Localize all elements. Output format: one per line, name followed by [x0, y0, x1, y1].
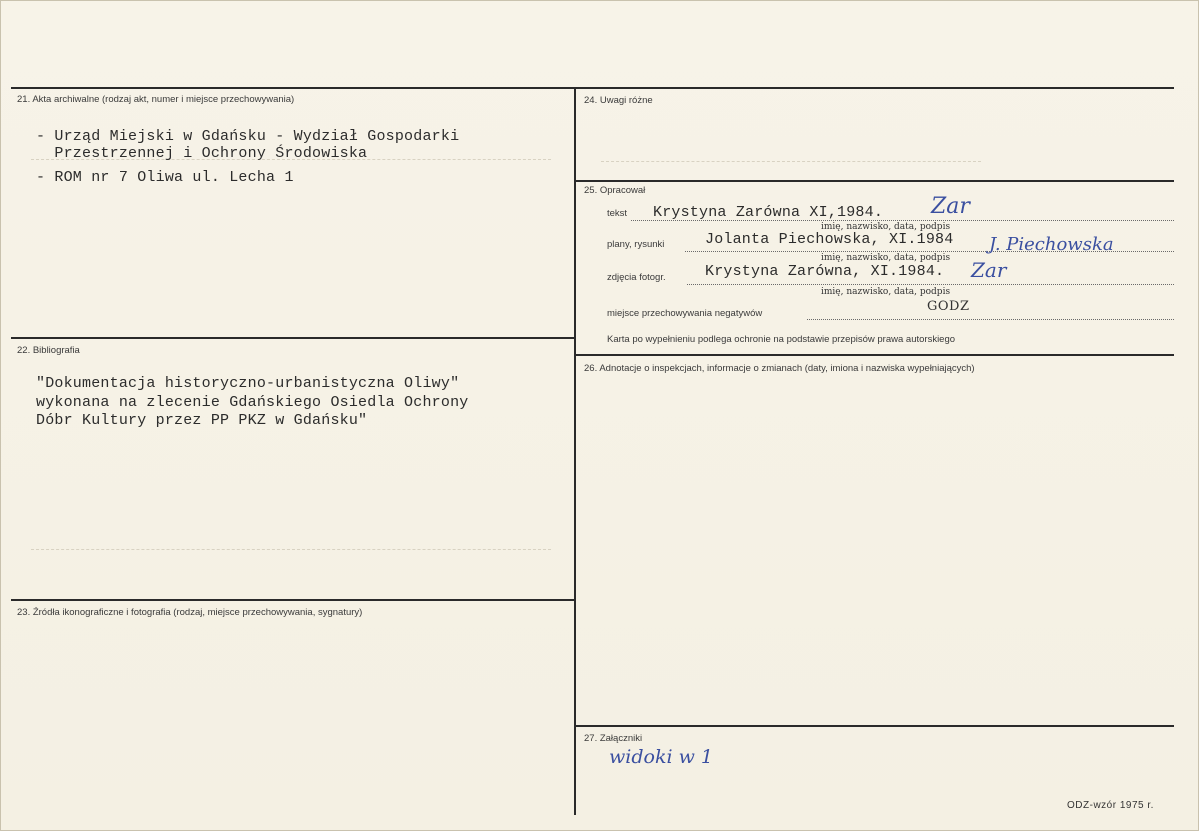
center-divider — [574, 87, 576, 815]
zdjecia-caption: imię, nazwisko, data, podpis — [821, 287, 951, 297]
divider-21-22 — [11, 337, 574, 339]
negatywy-label: miejsce przechowywania negatywów — [607, 308, 763, 319]
divider-22-23 — [11, 599, 574, 601]
negatywy-dotline — [807, 319, 1174, 320]
negatywy-value: GODZ — [927, 299, 970, 314]
divider-24-25 — [576, 180, 1174, 182]
section-21-line-2: Przestrzennej i Ochrony Środowiska — [36, 145, 368, 162]
section-22-label: 22. Bibliografia — [17, 345, 80, 356]
section-24-label: 24. Uwagi różne — [584, 95, 653, 106]
tekst-value: Krystyna Zarówna XI,1984. — [653, 204, 884, 221]
section-22-line-3: Dóbr Kultury przez PP PKZ w Gdańsku" — [36, 412, 368, 429]
bleed-line — [31, 549, 551, 550]
top-divider — [11, 87, 1174, 89]
section-22-line-2: wykonana na zlecenie Gdańskiego Osiedla Ochrony — [36, 394, 469, 411]
section-26-label: 26. Adnotacje o inspekcjach, informacje o zmianach (daty, imiona i nazwiska wypełniających) — [584, 363, 975, 374]
attachments-handwritten: widoki w 1 — [609, 746, 713, 768]
zdjecia-signature: Zar — [971, 258, 1007, 282]
section-25-label: 25. Opracował — [584, 185, 646, 196]
divider-25-26 — [576, 354, 1174, 356]
plany-caption: imię, nazwisko, data, podpis — [821, 253, 951, 263]
section-27-label: 27. Załączniki — [584, 733, 643, 744]
section-21-label: 21. Akta archiwalne (rodzaj akt, numer i miejsce przechowywania) — [17, 94, 295, 105]
tekst-label: tekst — [607, 208, 628, 219]
zdjecia-dotline — [687, 284, 1174, 285]
tekst-signature: Zar — [931, 194, 970, 219]
zdjecia-label: zdjęcia fotogr. — [607, 272, 666, 283]
divider-26-27 — [576, 725, 1174, 727]
copyright-note: Karta po wypełnieniu podlega ochronie na podstawie przepisów prawa autorskiego — [607, 334, 956, 345]
section-21-line-1: - Urząd Miejski w Gdańsku - Wydział Gospodarki — [36, 128, 460, 145]
bleed-line — [601, 161, 981, 162]
section-22-line-1: "Dokumentacja historyczno-urbanistyczna Oliwy" — [36, 375, 460, 392]
tekst-caption: imię, nazwisko, data, podpis — [821, 222, 951, 232]
plany-value: Jolanta Piechowska, XI.1984 — [705, 231, 954, 248]
plany-label: plany, rysunki — [607, 239, 665, 250]
plany-signature: J. Piechowska — [989, 234, 1114, 255]
zdjecia-value: Krystyna Zarówna, XI.1984. — [705, 263, 945, 280]
section-21-line-3: - ROM nr 7 Oliwa ul. Lecha 1 — [36, 169, 294, 186]
form-footer: ODZ-wzór 1975 r. — [1067, 800, 1154, 811]
section-23-label: 23. Źródła ikonograficzne i fotografia (rodzaj, miejsce przechowywania, sygnatury) — [17, 607, 363, 618]
